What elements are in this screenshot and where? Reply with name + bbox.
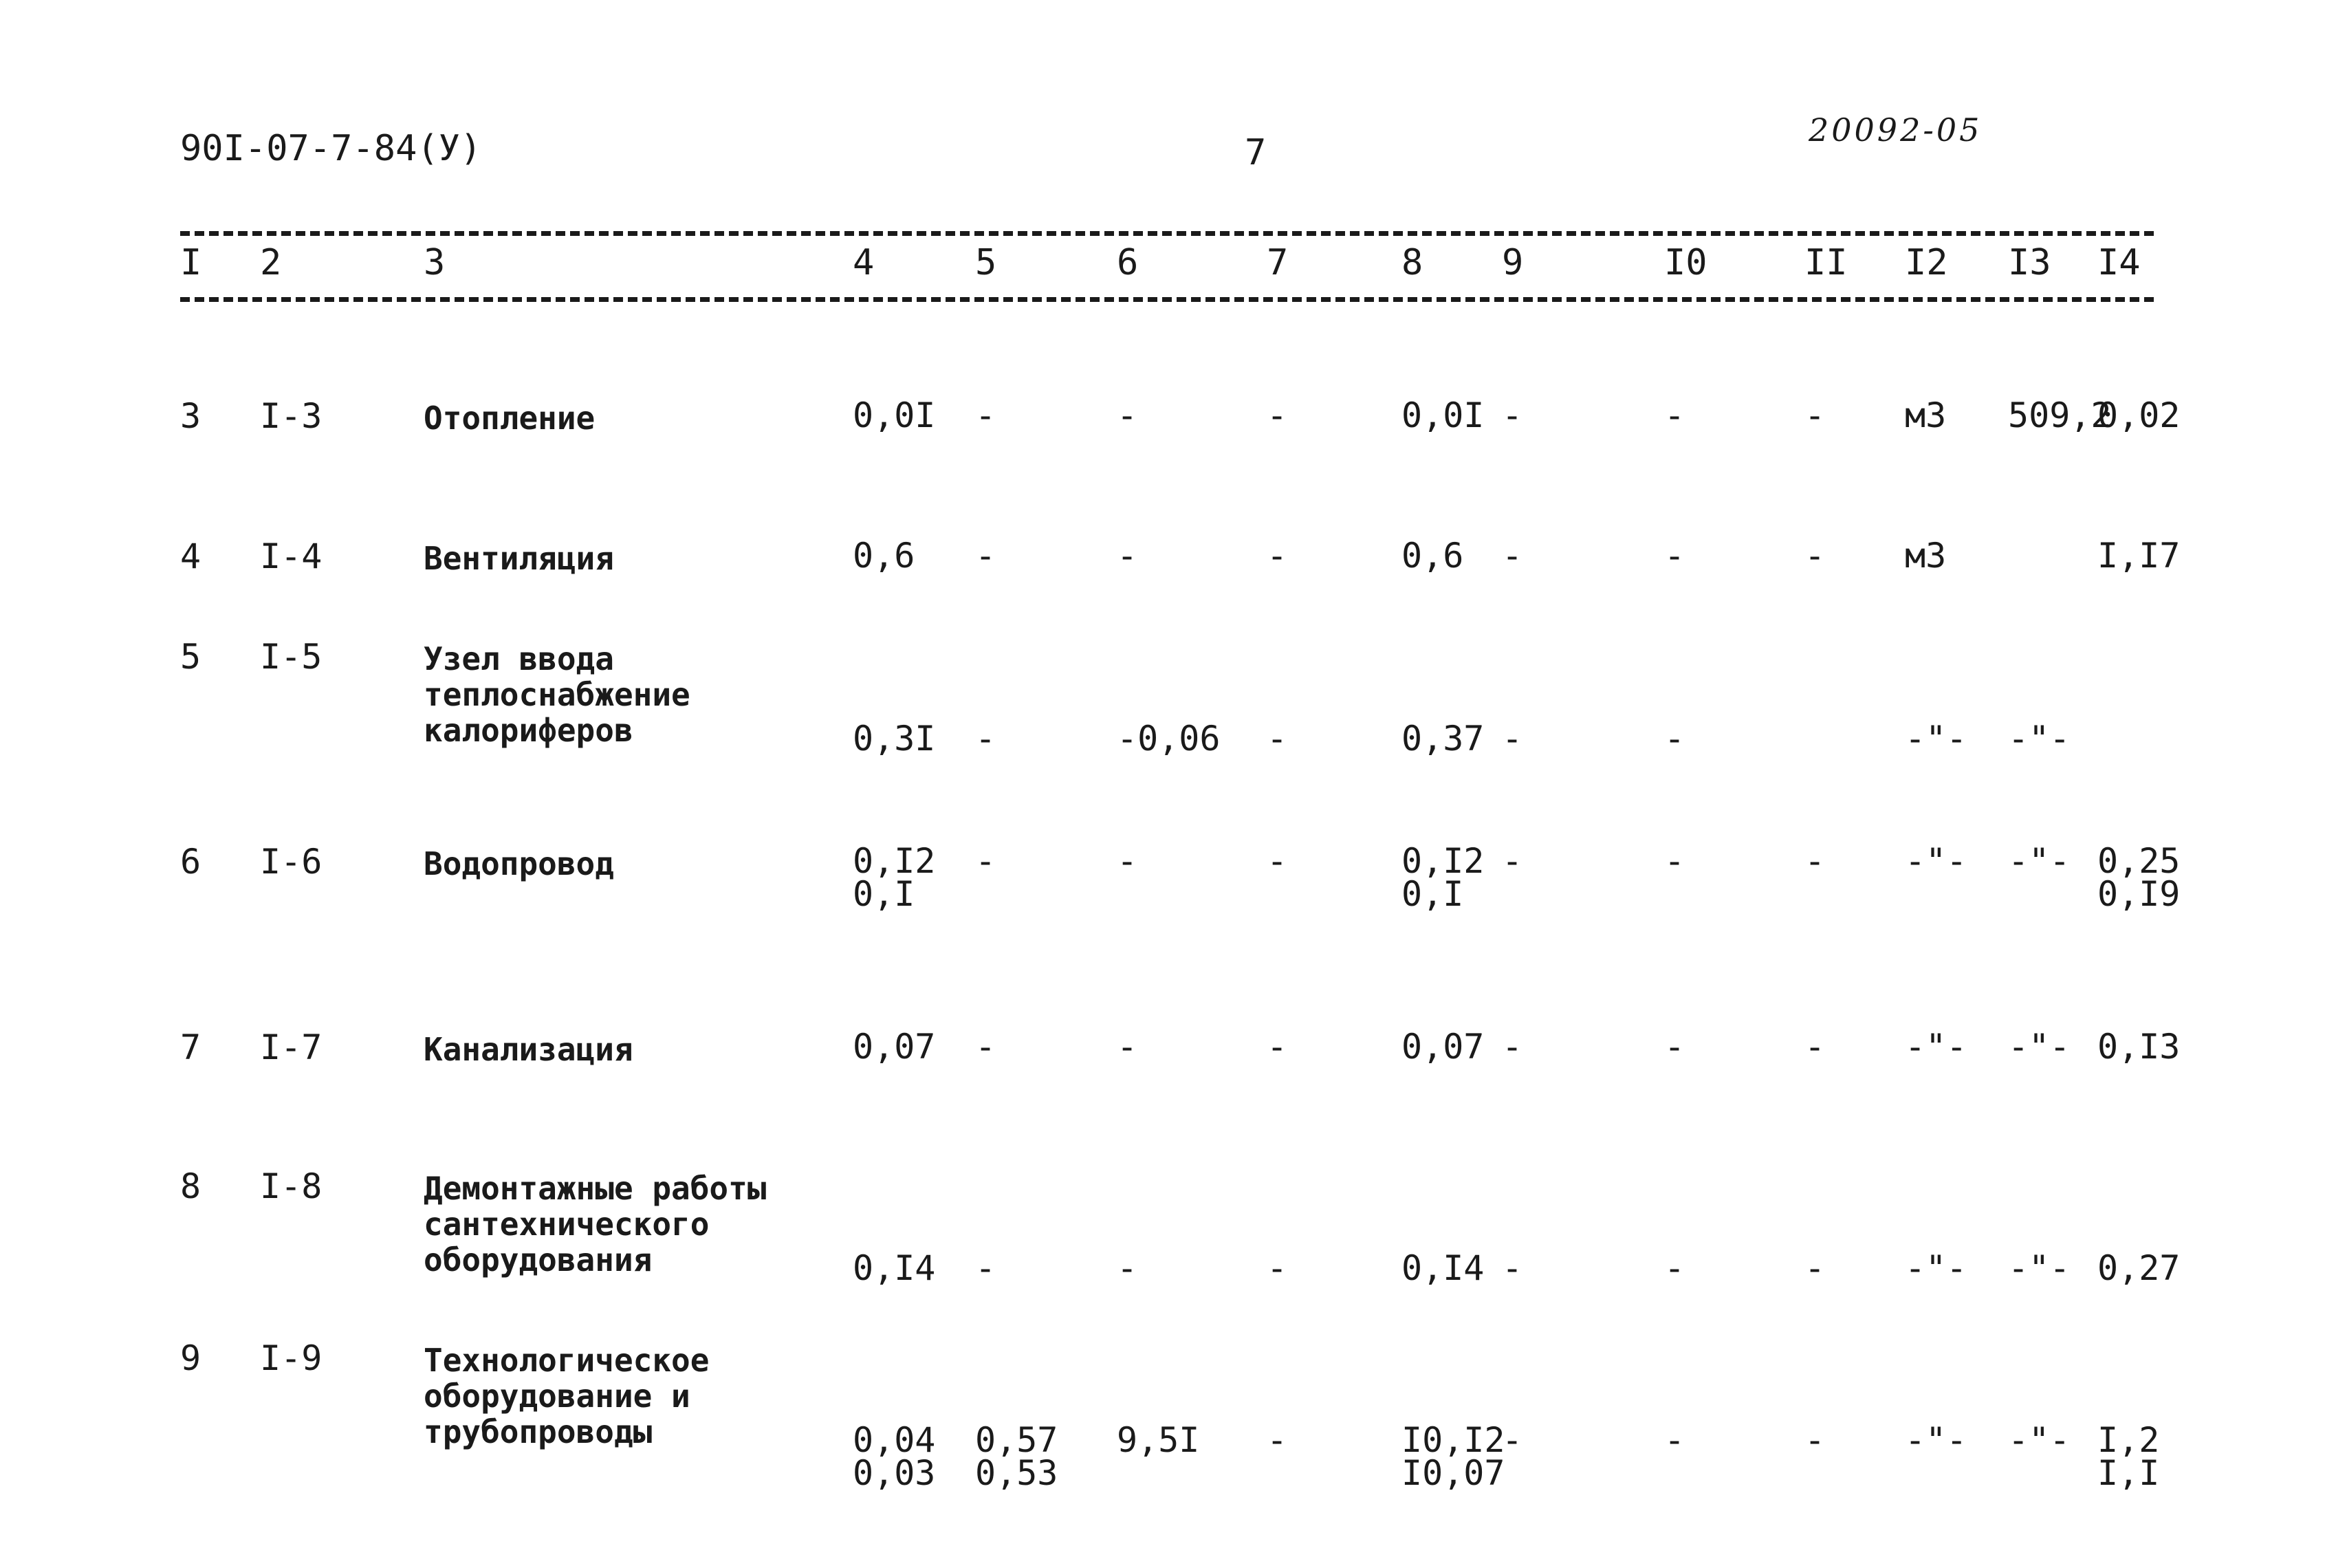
cell-c7: - bbox=[1267, 1027, 1288, 1067]
cell-c10: - bbox=[1664, 1027, 1685, 1067]
cell-c12: -"- bbox=[1905, 1420, 1967, 1460]
row-code: I-4 bbox=[260, 536, 323, 576]
cell-c4: 0,04 0,03 bbox=[853, 1420, 936, 1493]
column-header: 9 bbox=[1502, 242, 1524, 283]
row-number: 8 bbox=[180, 1166, 201, 1206]
cell-c8: I0,I2 I0,07 bbox=[1401, 1420, 1505, 1493]
cell-c10: - bbox=[1664, 841, 1685, 881]
cell-c5: 0,57 0,53 bbox=[975, 1420, 1058, 1493]
cell-c4: 0,I4 bbox=[853, 1248, 936, 1288]
row-number: 9 bbox=[180, 1338, 201, 1378]
cell-c11: - bbox=[1804, 1248, 1826, 1288]
cell-c9: - bbox=[1502, 536, 1523, 576]
cell-c13: -"- bbox=[2008, 719, 2071, 759]
cell-c8: 0,I2 0,I bbox=[1401, 841, 1485, 914]
column-header: 5 bbox=[975, 242, 997, 283]
row-name: Отопление bbox=[424, 400, 596, 437]
row-name: Канализация bbox=[424, 1031, 633, 1068]
row-code: I-5 bbox=[260, 637, 323, 677]
cell-c12: -"- bbox=[1905, 719, 1967, 759]
cell-c13: -"- bbox=[2008, 1420, 2071, 1460]
cell-c8: 0,07 bbox=[1401, 1027, 1485, 1067]
handwritten-number: 20092-05 bbox=[1809, 111, 1983, 149]
column-header: I bbox=[180, 242, 202, 283]
cell-c9: - bbox=[1502, 719, 1523, 759]
cell-c12: -"- bbox=[1905, 841, 1967, 881]
cell-c4: 0,3I bbox=[853, 719, 936, 759]
cell-c11: - bbox=[1804, 536, 1826, 576]
row-code: I-8 bbox=[260, 1166, 323, 1206]
column-header: 4 bbox=[853, 242, 875, 283]
cell-c6: - bbox=[1117, 1248, 1138, 1288]
cell-c4: 0,07 bbox=[853, 1027, 936, 1067]
cell-c10: - bbox=[1664, 395, 1685, 435]
cell-c14: 0,I3 bbox=[2097, 1027, 2181, 1067]
cell-c8: 0,37 bbox=[1401, 719, 1485, 759]
cell-c13: -"- bbox=[2008, 1027, 2071, 1067]
cell-c5: - bbox=[975, 536, 996, 576]
cell-c12: -"- bbox=[1905, 1027, 1967, 1067]
cell-c10: - bbox=[1664, 1248, 1685, 1288]
table-header-bottom-rule bbox=[180, 297, 2154, 302]
cell-c5: - bbox=[975, 719, 996, 759]
column-header: 6 bbox=[1117, 242, 1139, 283]
cell-c6: - bbox=[1117, 536, 1138, 576]
column-header: I3 bbox=[2008, 242, 2051, 283]
row-code: I-9 bbox=[260, 1338, 323, 1378]
row-code: I-6 bbox=[260, 842, 323, 882]
row-number: 5 bbox=[180, 637, 201, 677]
column-header: II bbox=[1804, 242, 1848, 283]
cell-c8: 0,0I bbox=[1401, 395, 1485, 435]
cell-c10: - bbox=[1664, 1420, 1685, 1460]
cell-c7: - bbox=[1267, 1248, 1288, 1288]
cell-c13: -"- bbox=[2008, 841, 2071, 881]
row-name: Узел ввода теплоснабжение калориферов bbox=[424, 640, 690, 749]
cell-c6: - bbox=[1117, 1027, 1138, 1067]
cell-c4: 0,I2 0,I bbox=[853, 841, 936, 914]
doc-code: 90I-07-7-84(У) bbox=[180, 128, 482, 169]
column-header: I4 bbox=[2097, 242, 2141, 283]
cell-c10: - bbox=[1664, 536, 1685, 576]
cell-c6: 9,5I bbox=[1117, 1420, 1200, 1460]
cell-c7: - bbox=[1267, 719, 1288, 759]
cell-c9: - bbox=[1502, 395, 1523, 435]
column-header: 8 bbox=[1401, 242, 1423, 283]
cell-c14: 0,27 bbox=[2097, 1248, 2181, 1288]
row-number: 6 bbox=[180, 842, 201, 882]
cell-c11: - bbox=[1804, 1420, 1826, 1460]
cell-c14: 0,25 0,I9 bbox=[2097, 841, 2181, 914]
cell-c9: - bbox=[1502, 1248, 1523, 1288]
cell-c7: - bbox=[1267, 1420, 1288, 1460]
cell-c6: -0,06 bbox=[1117, 719, 1221, 759]
cell-c14: 0,02 bbox=[2097, 395, 2181, 435]
cell-c11: - bbox=[1804, 841, 1826, 881]
table-header-top-rule bbox=[180, 231, 2154, 236]
cell-c11: - bbox=[1804, 1027, 1826, 1067]
cell-c14: I,I7 bbox=[2097, 536, 2181, 576]
column-header: 3 bbox=[424, 242, 446, 283]
column-header: I2 bbox=[1905, 242, 1948, 283]
page-number: 7 bbox=[1245, 132, 1267, 173]
cell-c8: 0,I4 bbox=[1401, 1248, 1485, 1288]
cell-c8: 0,6 bbox=[1401, 536, 1464, 576]
row-number: 4 bbox=[180, 536, 201, 576]
row-code: I-3 bbox=[260, 396, 323, 436]
cell-c10: - bbox=[1664, 719, 1685, 759]
cell-c5: - bbox=[975, 1027, 996, 1067]
cell-c12: -"- bbox=[1905, 1248, 1967, 1288]
cell-c5: - bbox=[975, 395, 996, 435]
cell-c11: - bbox=[1804, 395, 1826, 435]
cell-c9: - bbox=[1502, 1027, 1523, 1067]
cell-c14: I,2 I,I bbox=[2097, 1420, 2160, 1493]
cell-c5: - bbox=[975, 1248, 996, 1288]
cell-c9: - bbox=[1502, 841, 1523, 881]
cell-c7: - bbox=[1267, 536, 1288, 576]
column-header: 7 bbox=[1267, 242, 1289, 283]
cell-c4: 0,0I bbox=[853, 395, 936, 435]
cell-c12: м3 bbox=[1905, 395, 1947, 435]
column-header: 2 bbox=[260, 242, 282, 283]
cell-c9: - bbox=[1502, 1420, 1523, 1460]
row-name: Демонтажные работы сантехнического оборудования bbox=[424, 1170, 767, 1278]
cell-c6: - bbox=[1117, 841, 1138, 881]
cell-c4: 0,6 bbox=[853, 536, 915, 576]
cell-c5: - bbox=[975, 841, 996, 881]
row-number: 3 bbox=[180, 396, 201, 436]
cell-c6: - bbox=[1117, 395, 1138, 435]
row-name: Вентиляция bbox=[424, 540, 614, 577]
row-name: Водопровод bbox=[424, 845, 614, 882]
cell-c12: м3 bbox=[1905, 536, 1947, 576]
cell-c13: 509,2 bbox=[2008, 395, 2112, 435]
cell-c13: -"- bbox=[2008, 1248, 2071, 1288]
cell-c7: - bbox=[1267, 841, 1288, 881]
column-header: I0 bbox=[1664, 242, 1707, 283]
row-code: I-7 bbox=[260, 1027, 323, 1067]
row-number: 7 bbox=[180, 1027, 201, 1067]
cell-c7: - bbox=[1267, 395, 1288, 435]
row-name: Технологическое оборудование и трубопроводы bbox=[424, 1342, 710, 1450]
